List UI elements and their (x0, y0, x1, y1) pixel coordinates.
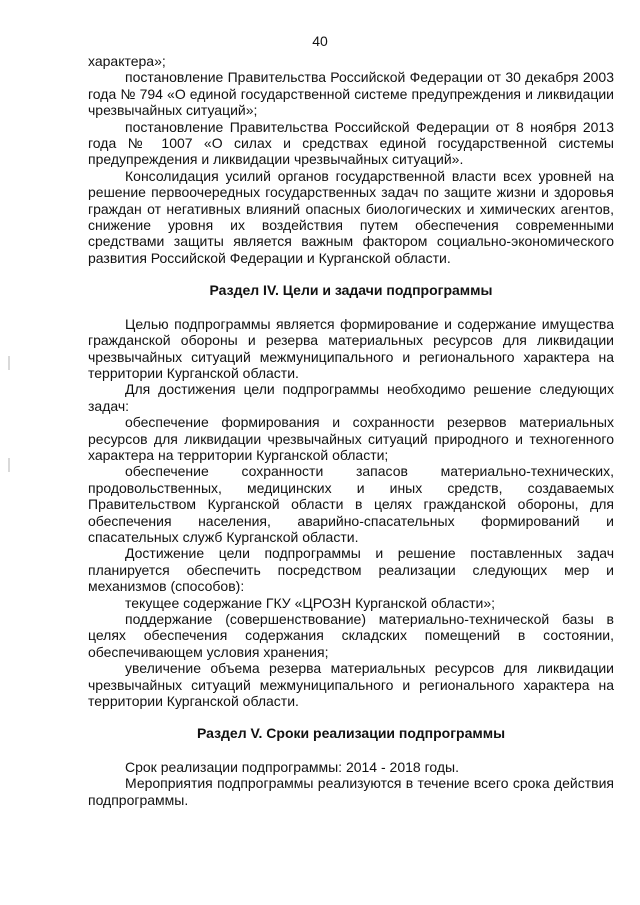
paragraph: Мероприятия подпрограммы реализуются в течение всего срока действия подпрограммы. (88, 775, 614, 808)
document-body (88, 53, 614, 808)
paragraph: характера»; (88, 53, 166, 69)
paragraph: увеличение объема резерва материальных ресурсов для ликвидации чрезвычайных ситуаций межмуниципального и регионального характера на территории Курганской области. (88, 660, 614, 710)
section-heading: Раздел V. Сроки реализации подпрограммы (196, 725, 506, 742)
paragraph: поддержание (совершенствование) материально-технической базы в целях обеспечения содержания складских помещений в состоянии, обеспечивающем условия хранения; (88, 611, 614, 660)
paragraph: обеспечение формирования и сохранности резервов материальных ресурсов для ликвидации чрезвычайных ситуаций природного и техногенного характера на территории Курганской области; (88, 414, 614, 463)
page-number: 40 (312, 33, 328, 49)
paragraph: Целью подпрограммы является формирование и содержание имущества гражданской обороны и резерва материальных ресурсов для ликвидации чрезвычайных ситуаций межмуниципального и регионального характера на территории Курганской области. (88, 315, 614, 381)
paragraph: обеспечение сохранности запасов материально-технических, продовольственных, медицинских и иных средств, создаваемых Правительством Курганской области в целях гражданской обороны, для обеспечения населения, аварийно-спасательных формирований и спасательных служб Курганской области. (88, 463, 614, 545)
paragraph: постановление Правительства Российской Федерации от 30 декабря 2003 года № 794 «О единой государственной системе предупреждения и ликвидации чрезвычайных ситуаций»; (88, 69, 614, 119)
paragraph: постановление Правительства Российской Федерации от 8 ноября 2013 года № 1007 «О силах и средствах единой государственной системы предупреждения и ликвидации чрезвычайных ситуаций». (88, 118, 614, 168)
paragraph: Достижение цели подпрограммы и решение поставленных задач планируется обеспечить посредством реализации следующих мер и механизмов (способов): (88, 545, 614, 595)
paragraph: Консолидация усилий органов государственной власти всех уровней на решение первоочередных государственных задач по защите жизни и здоровья граждан от негативных влияний опасных биологических и химических агентов, снижение уровня их воздействия путем обеспечения современными средствами защиты является важным фактором социально-экономического развития Российской Федерации и Курганской области. (88, 167, 614, 266)
scan-margin-mark (8, 356, 10, 370)
section-heading: Раздел IV. Цели и задачи подпрограммы (209, 282, 493, 299)
scan-margin-mark (8, 458, 10, 472)
paragraph: Для достижения цели подпрограммы необходимо решение следующих задач: (88, 381, 614, 414)
paragraph: текущее содержание ГКУ «ЦРОЗН Курганской области»; (125, 594, 496, 611)
paragraph: Срок реализации подпрограммы: 2014 - 2018 годы. (125, 758, 459, 775)
